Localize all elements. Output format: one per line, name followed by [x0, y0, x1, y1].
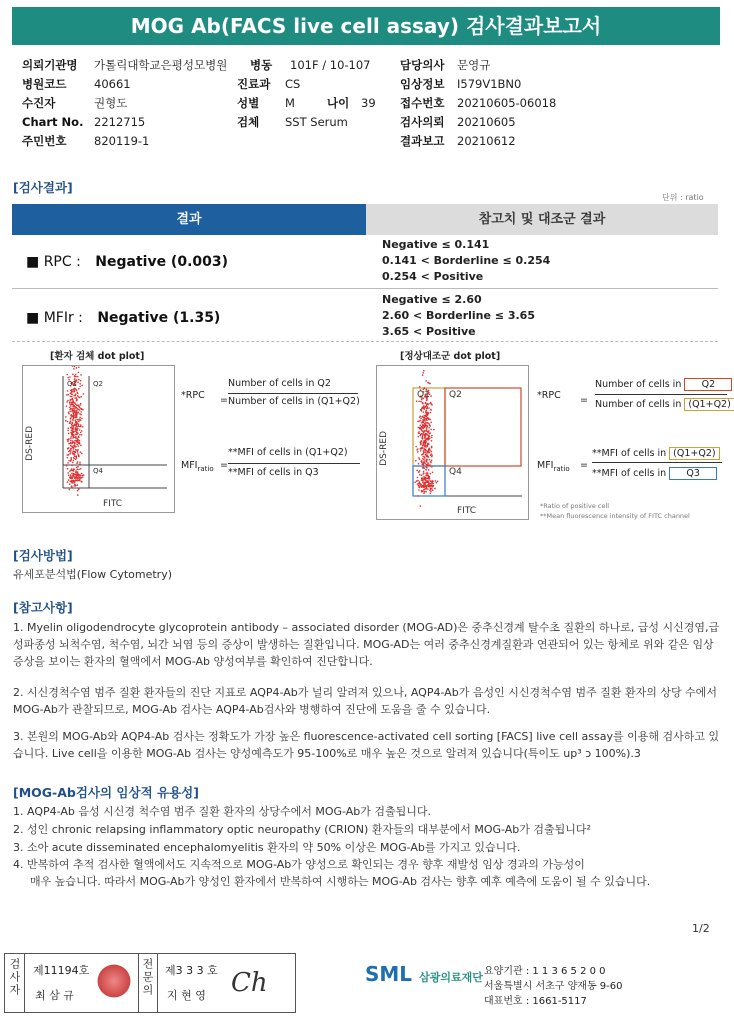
hospital-code-value: 40661	[94, 77, 131, 91]
note-2: 2. 시신경척수염 범주 질환 환자들의 진단 지표로 AQP4-Ab가 널리 알려져 있으나, AQP4-Ab가 음성인 시신경척수염 범주 질환 환자의 상당 수에서 MOG-Ab가 관찰되므로, MOG-Ab 검사는 AQP4-Ab검사와 병행하여 진단에 도움을 줄 수 있습니다.	[13, 686, 717, 716]
seal-icon	[95, 962, 133, 1000]
company-name: 삼광의료재단	[419, 971, 483, 984]
report-value: 20210612	[457, 134, 516, 148]
age-label: 나이	[327, 96, 350, 110]
reference-column-header: 참고치 및 대조군 결과	[366, 204, 718, 235]
fraction-line	[595, 394, 727, 395]
rpc-denominator: Number of cells in (Q1+Q2)	[228, 396, 360, 407]
chart-value: 2212715	[94, 115, 146, 129]
divider	[138, 954, 139, 1012]
fraction-line	[228, 393, 358, 394]
q1q2-box: (Q1+Q2)	[684, 398, 734, 411]
dept-label: 진료과	[237, 77, 271, 91]
receipt-label: 접수번호	[400, 96, 445, 110]
result-column-header: 결과	[12, 204, 366, 235]
mfi-label: MFI	[181, 460, 198, 471]
rpc-ref-borderline: 0.141 < Borderline ≤ 0.254	[382, 254, 551, 267]
recipient-value: 권형도	[94, 96, 128, 110]
report-label: 결과보고	[400, 134, 445, 148]
ctrl-mfi-den-text: **MFI of cells in	[592, 468, 667, 479]
mfi-sub: ratio	[197, 464, 214, 473]
signature-box	[4, 953, 296, 1013]
divider	[12, 288, 718, 289]
divider	[157, 954, 158, 1012]
hospital-code-label: 병원코드	[22, 77, 67, 91]
note-ratio: *Ratio of positive cell	[540, 502, 610, 510]
examiner-no: 제11194호	[33, 964, 90, 977]
doctor-value: 문영규	[457, 58, 491, 72]
q2-box: Q2	[684, 378, 732, 391]
bullet-icon: ■	[26, 254, 40, 270]
mfi-label: MFI	[537, 460, 554, 471]
patient-dot-plot	[22, 365, 175, 513]
clinical-item-2: 2. 성인 chronic relapsing inflammatory optic neuropathy (CRION) 환자들의 대부분에서 MOG-Ab가 검출됩니다²	[13, 823, 591, 836]
q2-label: Q2	[93, 380, 103, 388]
rpc-ref-negative: Negative ≤ 0.141	[382, 238, 490, 251]
request-label: 검사의뢰	[400, 115, 445, 129]
signature-icon: Ch	[231, 968, 268, 998]
sex-label: 성별	[237, 96, 260, 110]
sex-value: M	[285, 96, 295, 110]
divider	[24, 954, 25, 1012]
rpc-ref-positive: 0.254 < Positive	[382, 270, 484, 283]
mfi-numerator: **MFI of cells in (Q1+Q2)	[228, 447, 348, 458]
clinical-item-4b: 매우 높습니다. 따라서 MOG-Ab가 양성인 환자에서 반복하여 시행하는 MOG-Ab 검사는 향후 예후 예측에 도움이 될 수 있습니다.	[30, 875, 651, 888]
y-axis-label: DS-RED	[25, 426, 35, 461]
unit-label: 단위 : ratio	[662, 193, 704, 202]
ward-value: 101F / 10-107	[290, 58, 371, 72]
control-scatter	[377, 366, 528, 519]
examiner-label: 검사자	[8, 958, 21, 997]
control-plot-title: [정상대조군 dot plot]	[400, 351, 501, 362]
ctrl-mfi-denominator	[592, 467, 717, 480]
patient-info	[0, 0, 734, 160]
method-title: [검사방법]	[13, 548, 73, 563]
ward-label: 병동	[250, 58, 273, 72]
mfir-ref-negative: Negative ≤ 2.60	[382, 293, 482, 306]
q4-label: Q4	[93, 467, 103, 475]
phone: 대표번호 : 1661-5117	[484, 996, 587, 1007]
equals-sign: =	[220, 460, 228, 471]
bullet-icon: ■	[26, 310, 40, 326]
mfi-denominator: **MFI of cells in Q3	[228, 467, 319, 478]
x-axis-label: FITC	[103, 499, 123, 509]
org-code: 요양기관 : 1 1 3 6 5 2 0 0	[484, 966, 606, 977]
rpc-label: RPC :	[43, 254, 81, 270]
control-dot-plot	[376, 365, 529, 520]
rpc-reference	[382, 237, 550, 285]
mfir-ref-borderline: 2.60 < Borderline ≤ 3.65	[382, 309, 535, 322]
mfir-ref-positive: 3.65 < Positive	[382, 325, 476, 338]
rpc-formula-label: *RPC	[181, 390, 205, 401]
ctrl-mfi-numerator	[592, 447, 720, 460]
results-section-title: [검사결과]	[13, 180, 73, 195]
ctrl-rpc-numerator	[595, 378, 732, 391]
company-info	[484, 964, 623, 1009]
receipt-value: 20210605-06018	[457, 96, 557, 110]
ctrl-rpc-denominator	[595, 398, 734, 411]
id-label: 주민번호	[22, 134, 67, 148]
fraction-line	[592, 462, 722, 463]
company-logo	[365, 962, 483, 986]
specimen-label: 검체	[237, 115, 260, 129]
specimen-value: SST Serum	[285, 115, 348, 129]
q4-label: Q4	[449, 467, 462, 477]
method-text: 유세포분석법(Flow Cytometry)	[13, 568, 173, 581]
ctrl-rpc-den-text: Number of cells in	[595, 399, 682, 410]
clinical-item-4a: 4. 반복하여 추적 검사한 혈액에서도 지속적으로 MOG-Ab가 양성으로 확인되는 경우 향후 재발성 임상 경과의 가능성이	[13, 858, 585, 871]
fraction-line	[228, 463, 360, 464]
approver-label: 전문의	[141, 958, 154, 997]
ctrl-rpc-num-text: Number of cells in	[595, 379, 682, 390]
clinical-label: 임상정보	[400, 77, 445, 91]
mfir-value: Negative (1.35)	[97, 310, 221, 326]
q1q2-box: (Q1+Q2)	[669, 447, 719, 460]
hospital-label: 의뢰기관명	[22, 58, 78, 72]
clinical-value: I579V1BN0	[457, 77, 522, 91]
mfi-sub: ratio	[553, 464, 570, 473]
mfir-row	[26, 310, 220, 326]
request-value: 20210605	[457, 115, 516, 129]
equals-sign: =	[580, 460, 588, 471]
patient-plot-title: [환자 검체 dot plot]	[50, 351, 145, 362]
q2-label: Q2	[449, 390, 462, 400]
note-1: 1. Myelin oligodendrocyte glycoprotein antibody – associated disorder (MOG-AD)은 중추신경계 탈수초 질환의 하나로, 급성 시신경염,급성파종성 뇌척수염, 척수염, 뇌간 뇌염 등의 증상이 발생하는 질환입니다. MOG-AD는 여러 중추신경계질환과 연관되어 있는 항체로 위와 같은 임상 증상을 보이는 환자의 혈액에서 MOG-Ab 양성여부를 확인하여 진단합니다.	[13, 621, 720, 668]
equals-sign: =	[220, 395, 228, 406]
dept-value: CS	[285, 77, 301, 91]
recipient-label: 수진자	[22, 96, 56, 110]
rpc-numerator: Number of cells in Q2	[228, 378, 331, 389]
approver-no: 제3 3 3 호	[165, 964, 218, 977]
note-mfi: **Mean fluorescence intensity of FITC channel	[540, 512, 690, 520]
ctrl-mfi-num-text: **MFI of cells in	[592, 448, 667, 459]
notes-title: [참고사항]	[13, 600, 73, 615]
clinical-title: [MOG-Ab검사의 임상적 유용성]	[13, 785, 199, 800]
rpc-value: Negative (0.003)	[95, 254, 229, 270]
chart-label: Chart No.	[22, 115, 84, 129]
mfir-label: MFIr :	[43, 310, 83, 326]
approver-name: 지 현 영	[167, 989, 206, 1002]
y-axis-label: DS-RED	[379, 431, 389, 466]
q1-label: Q1	[67, 380, 77, 388]
id-value: 820119-1	[94, 134, 150, 148]
clinical-item-3: 3. 소아 acute disseminated encephalomyelitis 환자의 약 50% 이상은 MOG-Ab를 가지고 있습니다.	[13, 841, 521, 854]
hospital-value: 가톨릭대학교은평성모병원	[94, 58, 228, 72]
doctor-label: 담당의사	[400, 58, 445, 72]
mfi-formula	[181, 460, 214, 473]
q1-label: Q1	[417, 390, 430, 400]
rpc-formula-label: *RPC	[537, 390, 561, 401]
age-value: 39	[361, 96, 376, 110]
x-axis-label: FITC	[457, 506, 477, 516]
address: 서울특별시 서초구 양재동 9-60	[484, 981, 623, 992]
mfir-reference	[382, 292, 535, 340]
logo-text: SML	[365, 962, 413, 986]
equals-sign: =	[580, 395, 588, 406]
note-3: 3. 본원의 MOG-Ab와 AQP4-Ab 검사는 정확도가 가장 높은 fluorescence-activated cell sorting [FACS] live cell assay를 이용해 검사하고 있습니다. Live cell을 이용한 MOG-Ab 검사는 양성예측도가 95-100%로 매우 높은 것으로 알려져 있습니다(특이도 up³ ɔ 100%).3	[13, 730, 720, 760]
examiner-name: 최 삼 규	[35, 989, 74, 1002]
rpc-row	[26, 254, 228, 270]
q3-box: Q3	[669, 467, 717, 480]
page-number: 1/2	[692, 922, 710, 935]
mfi-formula	[537, 460, 570, 473]
report-title: MOG Ab(FACS live cell assay) 검사결과보고서	[12, 7, 720, 45]
clinical-item-1: 1. AQP4-Ab 음성 시신경 척수염 범주 질환 환자의 상당수에서 MOG-Ab가 검출됩니다.	[13, 805, 431, 818]
divider	[12, 341, 718, 342]
